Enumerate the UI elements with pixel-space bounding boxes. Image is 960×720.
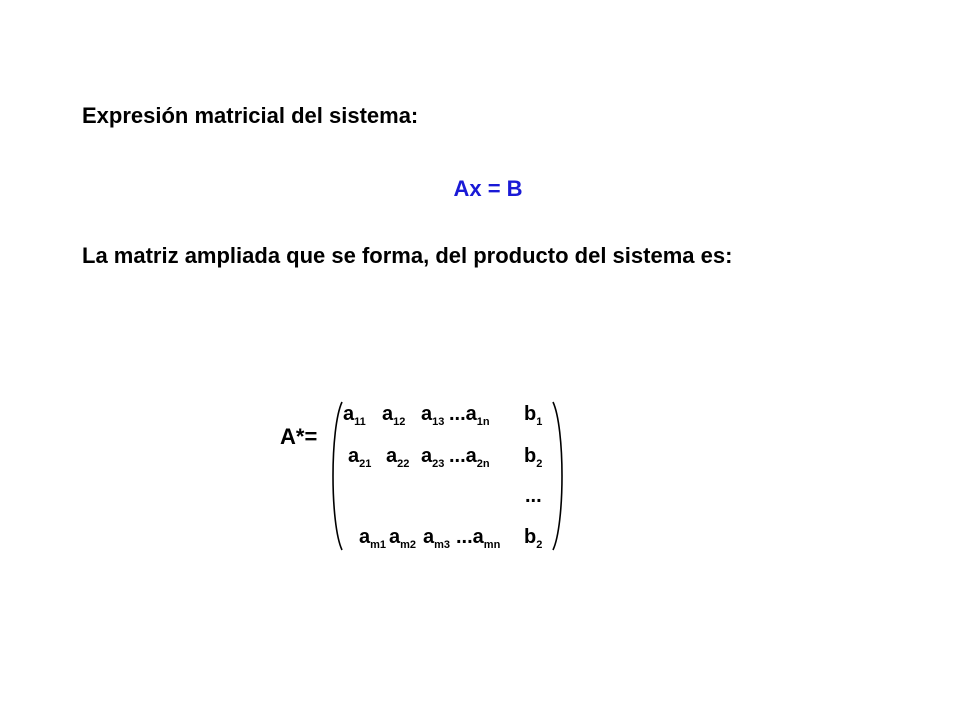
matrix-cell-a23: $a_{23}$ [421,445,445,470]
matrix-cell-a1n: $...a_{1n}$ [449,403,490,428]
matrix-cell-a21: $a_{21}$ [348,445,372,470]
right-parenthesis [549,400,569,552]
matrix-cell-a22: $a_{22}$ [386,445,410,470]
matrix-equation: Ax = B [453,176,523,201]
heading: Expresión matricial del sistema: [82,103,419,128]
matrix-cell-am1: $a_{m1}$ [359,526,387,551]
matrix-cell-am2: $a_{m2}$ [389,526,417,551]
matrix-cell-a2n: $...a_{2n}$ [449,445,490,470]
matrix-cell-bm: $b_2$ [524,526,543,551]
matrix-cell-amn: $...a_{mn}$ [456,526,501,551]
matrix-cell-a12: $a_{12}$ [382,403,406,428]
matrix-cell-b2: $b_2$ [524,445,543,470]
matrix-cell-a13: $a_{13}$ [421,403,445,428]
matrix-cell-a11: $a_{11}$ [343,403,366,428]
matrix-cell-am3: $a_{m3}$ [423,526,451,551]
description-text: La matriz ampliada que se forma, del producto del sistema es: [82,243,733,268]
matrix-ellipsis: ... [525,485,542,507]
matrix-cell-b1: $b_1$ [524,403,543,428]
matrix-label: A*= [280,424,318,449]
